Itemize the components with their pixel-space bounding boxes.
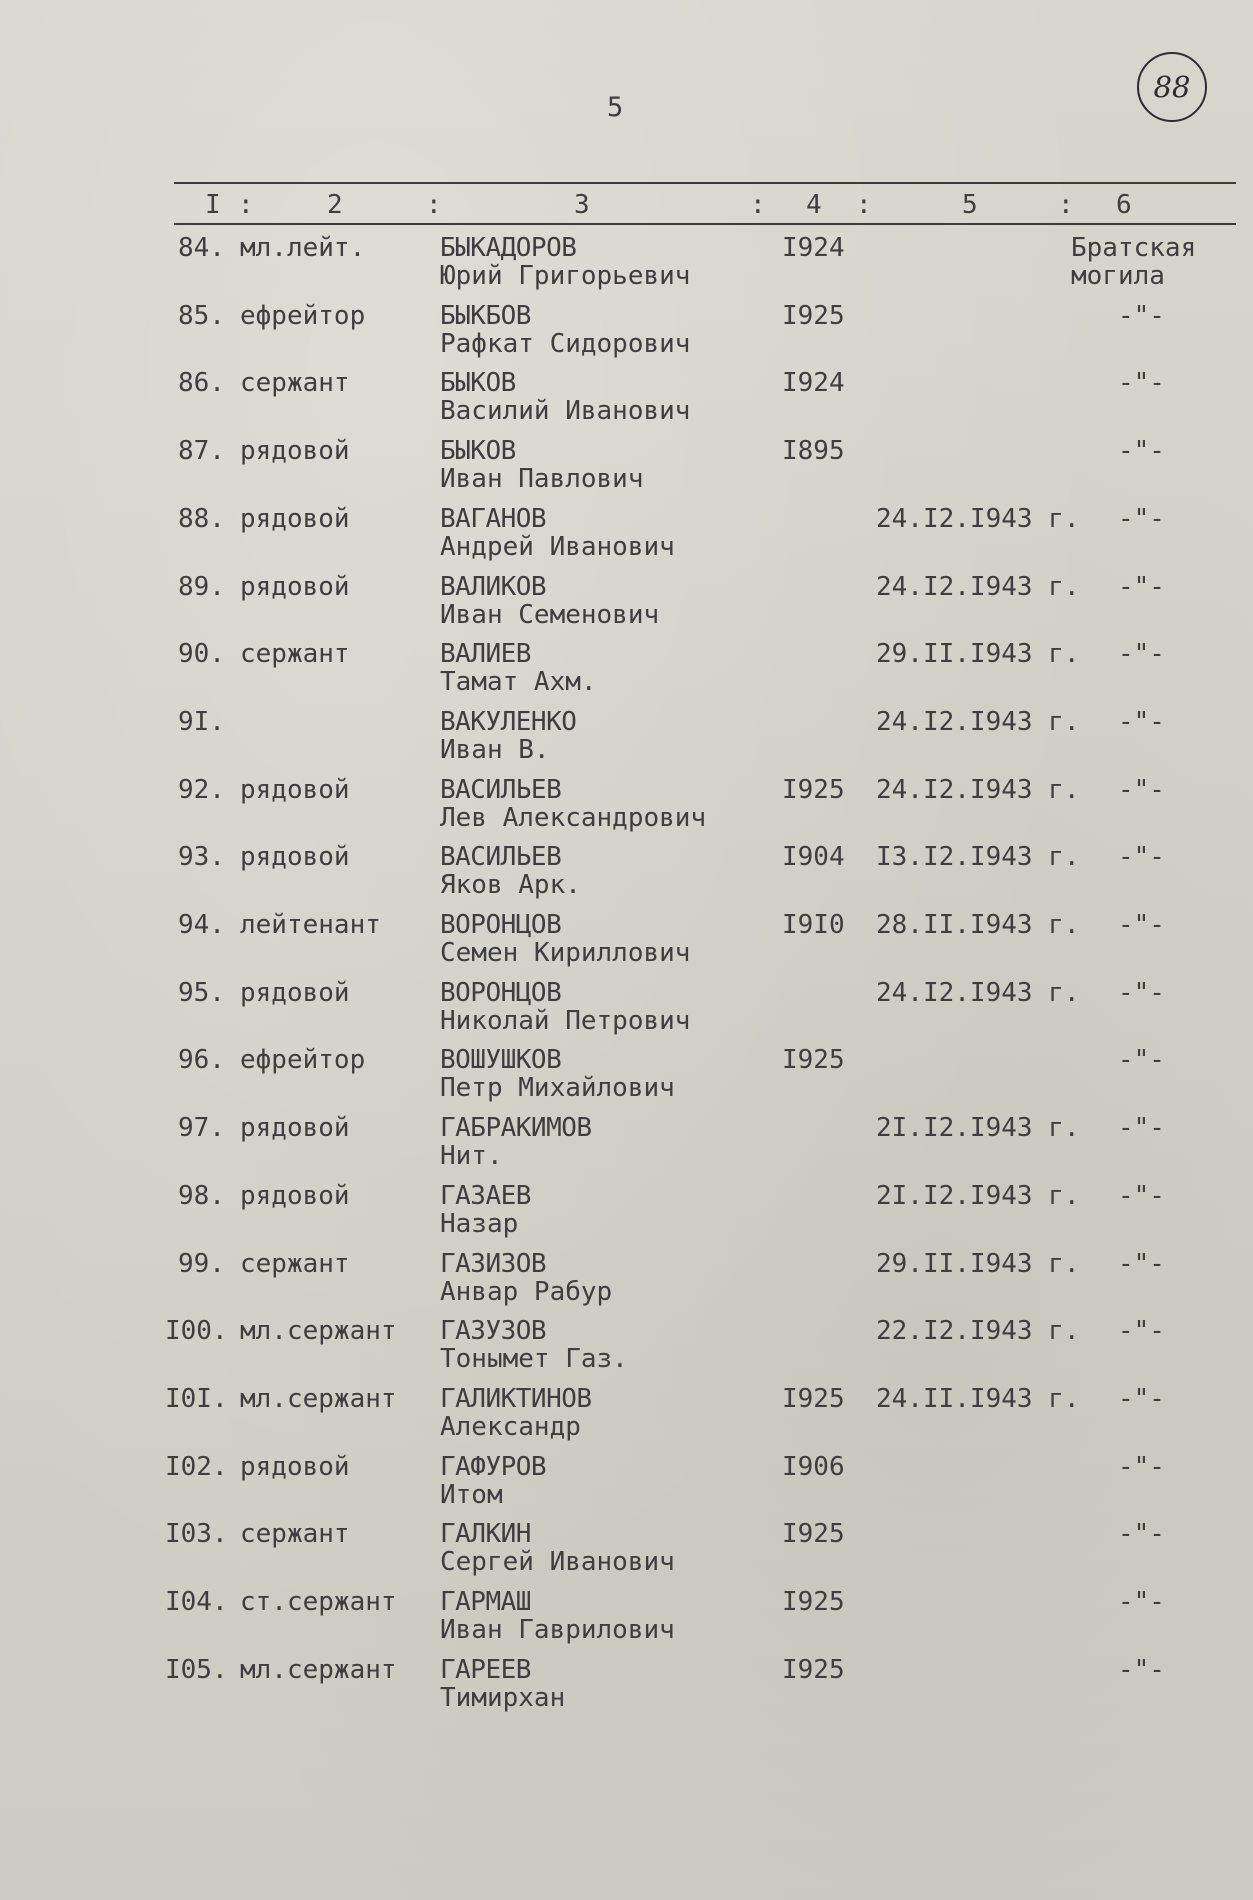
row-burial-ditto: -"- xyxy=(1118,1587,1165,1617)
row-burial-ditto: -"- xyxy=(1118,1316,1165,1346)
row-given-name: Тонымет Газ. xyxy=(440,1344,628,1374)
row-number: 84. xyxy=(178,233,225,263)
row-name xyxy=(440,1588,675,1644)
row-burial-ditto: -"- xyxy=(1118,368,1165,398)
row-birth-year: I906 xyxy=(782,1452,845,1482)
row-rank: рядовой xyxy=(240,775,350,805)
row-surname: БЫКАДОРОВ xyxy=(440,233,577,263)
row-given-name: Александр xyxy=(440,1412,581,1442)
row-rank: ефрейтор xyxy=(240,301,366,331)
row-surname: ГАФУРОВ xyxy=(440,1452,547,1482)
row-surname: ВАСИЛЬЕВ xyxy=(440,842,562,872)
row-surname: БЫКОВ xyxy=(440,436,516,466)
row-surname: ВОРОНЦОВ xyxy=(440,910,562,940)
row-number: I02. xyxy=(165,1452,228,1482)
row-number: 95. xyxy=(178,978,225,1008)
row-number: 97. xyxy=(178,1113,225,1143)
row-number: 93. xyxy=(178,842,225,872)
row-death-date: I3.I2.I943 г. xyxy=(876,842,1080,872)
row-name xyxy=(440,369,690,425)
row-burial-ditto: -"- xyxy=(1118,1384,1165,1414)
row-rank: рядовой xyxy=(240,842,350,872)
row-given-name: Сергей Иванович xyxy=(440,1547,675,1577)
row-rank: рядовой xyxy=(240,1181,350,1211)
row-number: I04. xyxy=(165,1587,228,1617)
row-burial-ditto: -"- xyxy=(1118,910,1165,940)
row-name xyxy=(440,1453,546,1509)
row-rank: лейтенант xyxy=(240,910,381,940)
row-burial-ditto: -"- xyxy=(1118,1113,1165,1143)
row-rank: рядовой xyxy=(240,436,350,466)
header-col-6: 6 xyxy=(1116,190,1132,220)
row-name xyxy=(440,234,690,290)
row-burial-ditto: -"- xyxy=(1118,301,1165,331)
row-rank: мл.сержант xyxy=(240,1316,397,1346)
row-death-date: 24.I2.I943 г. xyxy=(876,978,1080,1008)
row-death-date: 24.I2.I943 г. xyxy=(876,572,1080,602)
row-name xyxy=(440,1182,531,1238)
row-name xyxy=(440,911,690,967)
header-col-5: 5 xyxy=(962,190,978,220)
row-death-date: 2I.I2.I943 г. xyxy=(876,1181,1080,1211)
row-number: I05. xyxy=(165,1655,228,1685)
row-given-name: Яков Арк. xyxy=(440,870,581,900)
row-rank: мл.лейт. xyxy=(240,233,366,263)
row-number: 85. xyxy=(178,301,225,331)
row-number: 89. xyxy=(178,572,225,602)
row-birth-year: I924 xyxy=(782,233,845,263)
row-name xyxy=(440,1656,565,1712)
row-name xyxy=(440,573,659,629)
row-burial-ditto: -"- xyxy=(1118,1249,1165,1279)
header-col-4: 4 xyxy=(806,190,822,220)
row-surname: ГАЗИЗОВ xyxy=(440,1249,547,1279)
row-given-name: Василий Иванович xyxy=(440,396,691,426)
row-given-name: Семен Кириллович xyxy=(440,938,691,968)
row-number: 98. xyxy=(178,1181,225,1211)
row-given-name: Рафкат Сидорович xyxy=(440,329,691,359)
row-name xyxy=(440,1250,612,1306)
header-col-1: I xyxy=(205,190,221,220)
row-birth-year: I904 xyxy=(782,842,845,872)
row-birth-year: I925 xyxy=(782,1655,845,1685)
header-separator: : xyxy=(856,190,872,220)
row-surname: ВАКУЛЕНКО xyxy=(440,707,577,737)
row-rank: рядовой xyxy=(240,1452,350,1482)
row-rank: рядовой xyxy=(240,978,350,1008)
row-rank: сержант xyxy=(240,368,350,398)
row-name xyxy=(440,776,706,832)
row-rank: мл.сержант xyxy=(240,1655,397,1685)
header-col-2: 2 xyxy=(327,190,343,220)
row-burial-ditto: -"- xyxy=(1118,1181,1165,1211)
row-death-date: 24.I2.I943 г. xyxy=(876,707,1080,737)
row-rank: рядовой xyxy=(240,504,350,534)
row-name xyxy=(440,1046,675,1102)
row-burial-ditto: -"- xyxy=(1118,775,1165,805)
row-surname: БЫКОВ xyxy=(440,368,516,398)
row-number: I0I. xyxy=(165,1384,228,1414)
header-separator: : xyxy=(238,190,254,220)
row-burial-ditto: -"- xyxy=(1118,1045,1165,1075)
row-burial-ditto: -"- xyxy=(1118,572,1165,602)
row-surname: ВАГАНОВ xyxy=(440,504,547,534)
row-number: 87. xyxy=(178,436,225,466)
row-rank: рядовой xyxy=(240,572,350,602)
row-given-name: Петр Михайлович xyxy=(440,1073,675,1103)
row-rank: сержант xyxy=(240,1519,350,1549)
row-birth-year: I925 xyxy=(782,1384,845,1414)
row-birth-year: I925 xyxy=(782,1045,845,1075)
row-rank: сержант xyxy=(240,1249,350,1279)
row-surname: ВАСИЛЬЕВ xyxy=(440,775,562,805)
row-given-name: Андрей Иванович xyxy=(440,532,675,562)
row-birth-year: I895 xyxy=(782,436,845,466)
row-given-name: Назар xyxy=(440,1209,519,1239)
header-bottom-rule xyxy=(174,223,1236,225)
row-given-name: Тимирхан xyxy=(440,1683,566,1713)
row-name xyxy=(440,505,675,561)
row-name xyxy=(440,437,644,493)
row-burial-line1: Братская xyxy=(1071,233,1197,263)
row-burial-ditto: -"- xyxy=(1118,639,1165,669)
row-burial-ditto: -"- xyxy=(1118,707,1165,737)
row-surname: ВАЛИКОВ xyxy=(440,572,547,602)
row-burial-ditto: -"- xyxy=(1118,436,1165,466)
row-surname: ГАЗУЗОВ xyxy=(440,1316,547,1346)
row-surname: ВОРОНЦОВ xyxy=(440,978,562,1008)
row-surname: ГАЗАЕВ xyxy=(440,1181,531,1211)
row-number: 92. xyxy=(178,775,225,805)
row-name xyxy=(440,979,690,1035)
header-separator: : xyxy=(1058,190,1074,220)
header-separator: : xyxy=(750,190,766,220)
row-birth-year: I925 xyxy=(782,1519,845,1549)
row-burial-ditto: -"- xyxy=(1118,1655,1165,1685)
row-rank: рядовой xyxy=(240,1113,350,1143)
row-burial-line2: могила xyxy=(1071,261,1165,291)
row-number: 88. xyxy=(178,504,225,534)
row-number: 86. xyxy=(178,368,225,398)
row-given-name: Иван В. xyxy=(440,735,550,765)
row-death-date: 2I.I2.I943 г. xyxy=(876,1113,1080,1143)
row-given-name: Иван Гаврилович xyxy=(440,1615,675,1645)
row-rank: ефрейтор xyxy=(240,1045,366,1075)
row-death-date: 29.II.I943 г. xyxy=(876,639,1080,669)
row-burial-ditto: -"- xyxy=(1118,1452,1165,1482)
row-name xyxy=(440,1385,592,1441)
row-burial xyxy=(1071,234,1196,290)
row-surname: ГАРЕЕВ xyxy=(440,1655,531,1685)
row-name xyxy=(440,1114,592,1170)
row-number: 90. xyxy=(178,639,225,669)
row-given-name: Лев Александрович xyxy=(440,803,707,833)
row-number: 99. xyxy=(178,1249,225,1279)
row-burial-ditto: -"- xyxy=(1118,978,1165,1008)
page-number: 5 xyxy=(607,92,624,123)
row-given-name: Иван Павлович xyxy=(440,464,644,494)
row-death-date: 28.II.I943 г. xyxy=(876,910,1080,940)
row-rank: ст.сержант xyxy=(240,1587,397,1617)
row-given-name: Юрий Григорьевич xyxy=(440,261,691,291)
row-number: I00. xyxy=(165,1316,228,1346)
row-burial-ditto: -"- xyxy=(1118,504,1165,534)
archive-stamp-number: 88 xyxy=(1153,70,1191,104)
row-given-name: Нит. xyxy=(440,1141,503,1171)
row-number: I03. xyxy=(165,1519,228,1549)
row-given-name: Тамат Ахм. xyxy=(440,667,597,697)
row-surname: ВОШУШКОВ xyxy=(440,1045,562,1075)
row-surname: ГАБРАКИМОВ xyxy=(440,1113,592,1143)
row-number: 94. xyxy=(178,910,225,940)
row-surname: БЫКБОВ xyxy=(440,301,531,331)
row-death-date: 24.I2.I943 г. xyxy=(876,504,1080,534)
row-name xyxy=(440,302,690,358)
row-surname: ГАЛИКТИНОВ xyxy=(440,1384,592,1414)
header-col-3: 3 xyxy=(574,190,590,220)
row-death-date: 29.II.I943 г. xyxy=(876,1249,1080,1279)
row-birth-year: I9I0 xyxy=(782,910,845,940)
row-name xyxy=(440,1520,675,1576)
row-name xyxy=(440,640,597,696)
row-given-name: Анвар Рабур xyxy=(440,1277,613,1307)
row-birth-year: I924 xyxy=(782,368,845,398)
row-death-date: 24.II.I943 г. xyxy=(876,1384,1080,1414)
archive-stamp xyxy=(1137,52,1207,122)
row-death-date: 22.I2.I943 г. xyxy=(876,1316,1080,1346)
row-number: 9I. xyxy=(178,707,225,737)
row-death-date: 24.I2.I943 г. xyxy=(876,775,1080,805)
row-birth-year: I925 xyxy=(782,775,845,805)
row-birth-year: I925 xyxy=(782,301,845,331)
row-given-name: Итом xyxy=(440,1480,503,1510)
header-separator: : xyxy=(426,190,442,220)
row-given-name: Николай Петрович xyxy=(440,1006,691,1036)
row-birth-year: I925 xyxy=(782,1587,845,1617)
row-surname: ВАЛИЕВ xyxy=(440,639,531,669)
row-surname: ГАЛКИН xyxy=(440,1519,531,1549)
row-name xyxy=(440,1317,628,1373)
row-given-name: Иван Семенович xyxy=(440,600,660,630)
row-name xyxy=(440,843,581,899)
row-surname: ГАРМАШ xyxy=(440,1587,531,1617)
header-top-rule xyxy=(174,182,1236,184)
row-number: 96. xyxy=(178,1045,225,1075)
row-burial-ditto: -"- xyxy=(1118,842,1165,872)
row-burial-ditto: -"- xyxy=(1118,1519,1165,1549)
row-rank: мл.сержант xyxy=(240,1384,397,1414)
row-name xyxy=(440,708,576,764)
row-rank: сержант xyxy=(240,639,350,669)
